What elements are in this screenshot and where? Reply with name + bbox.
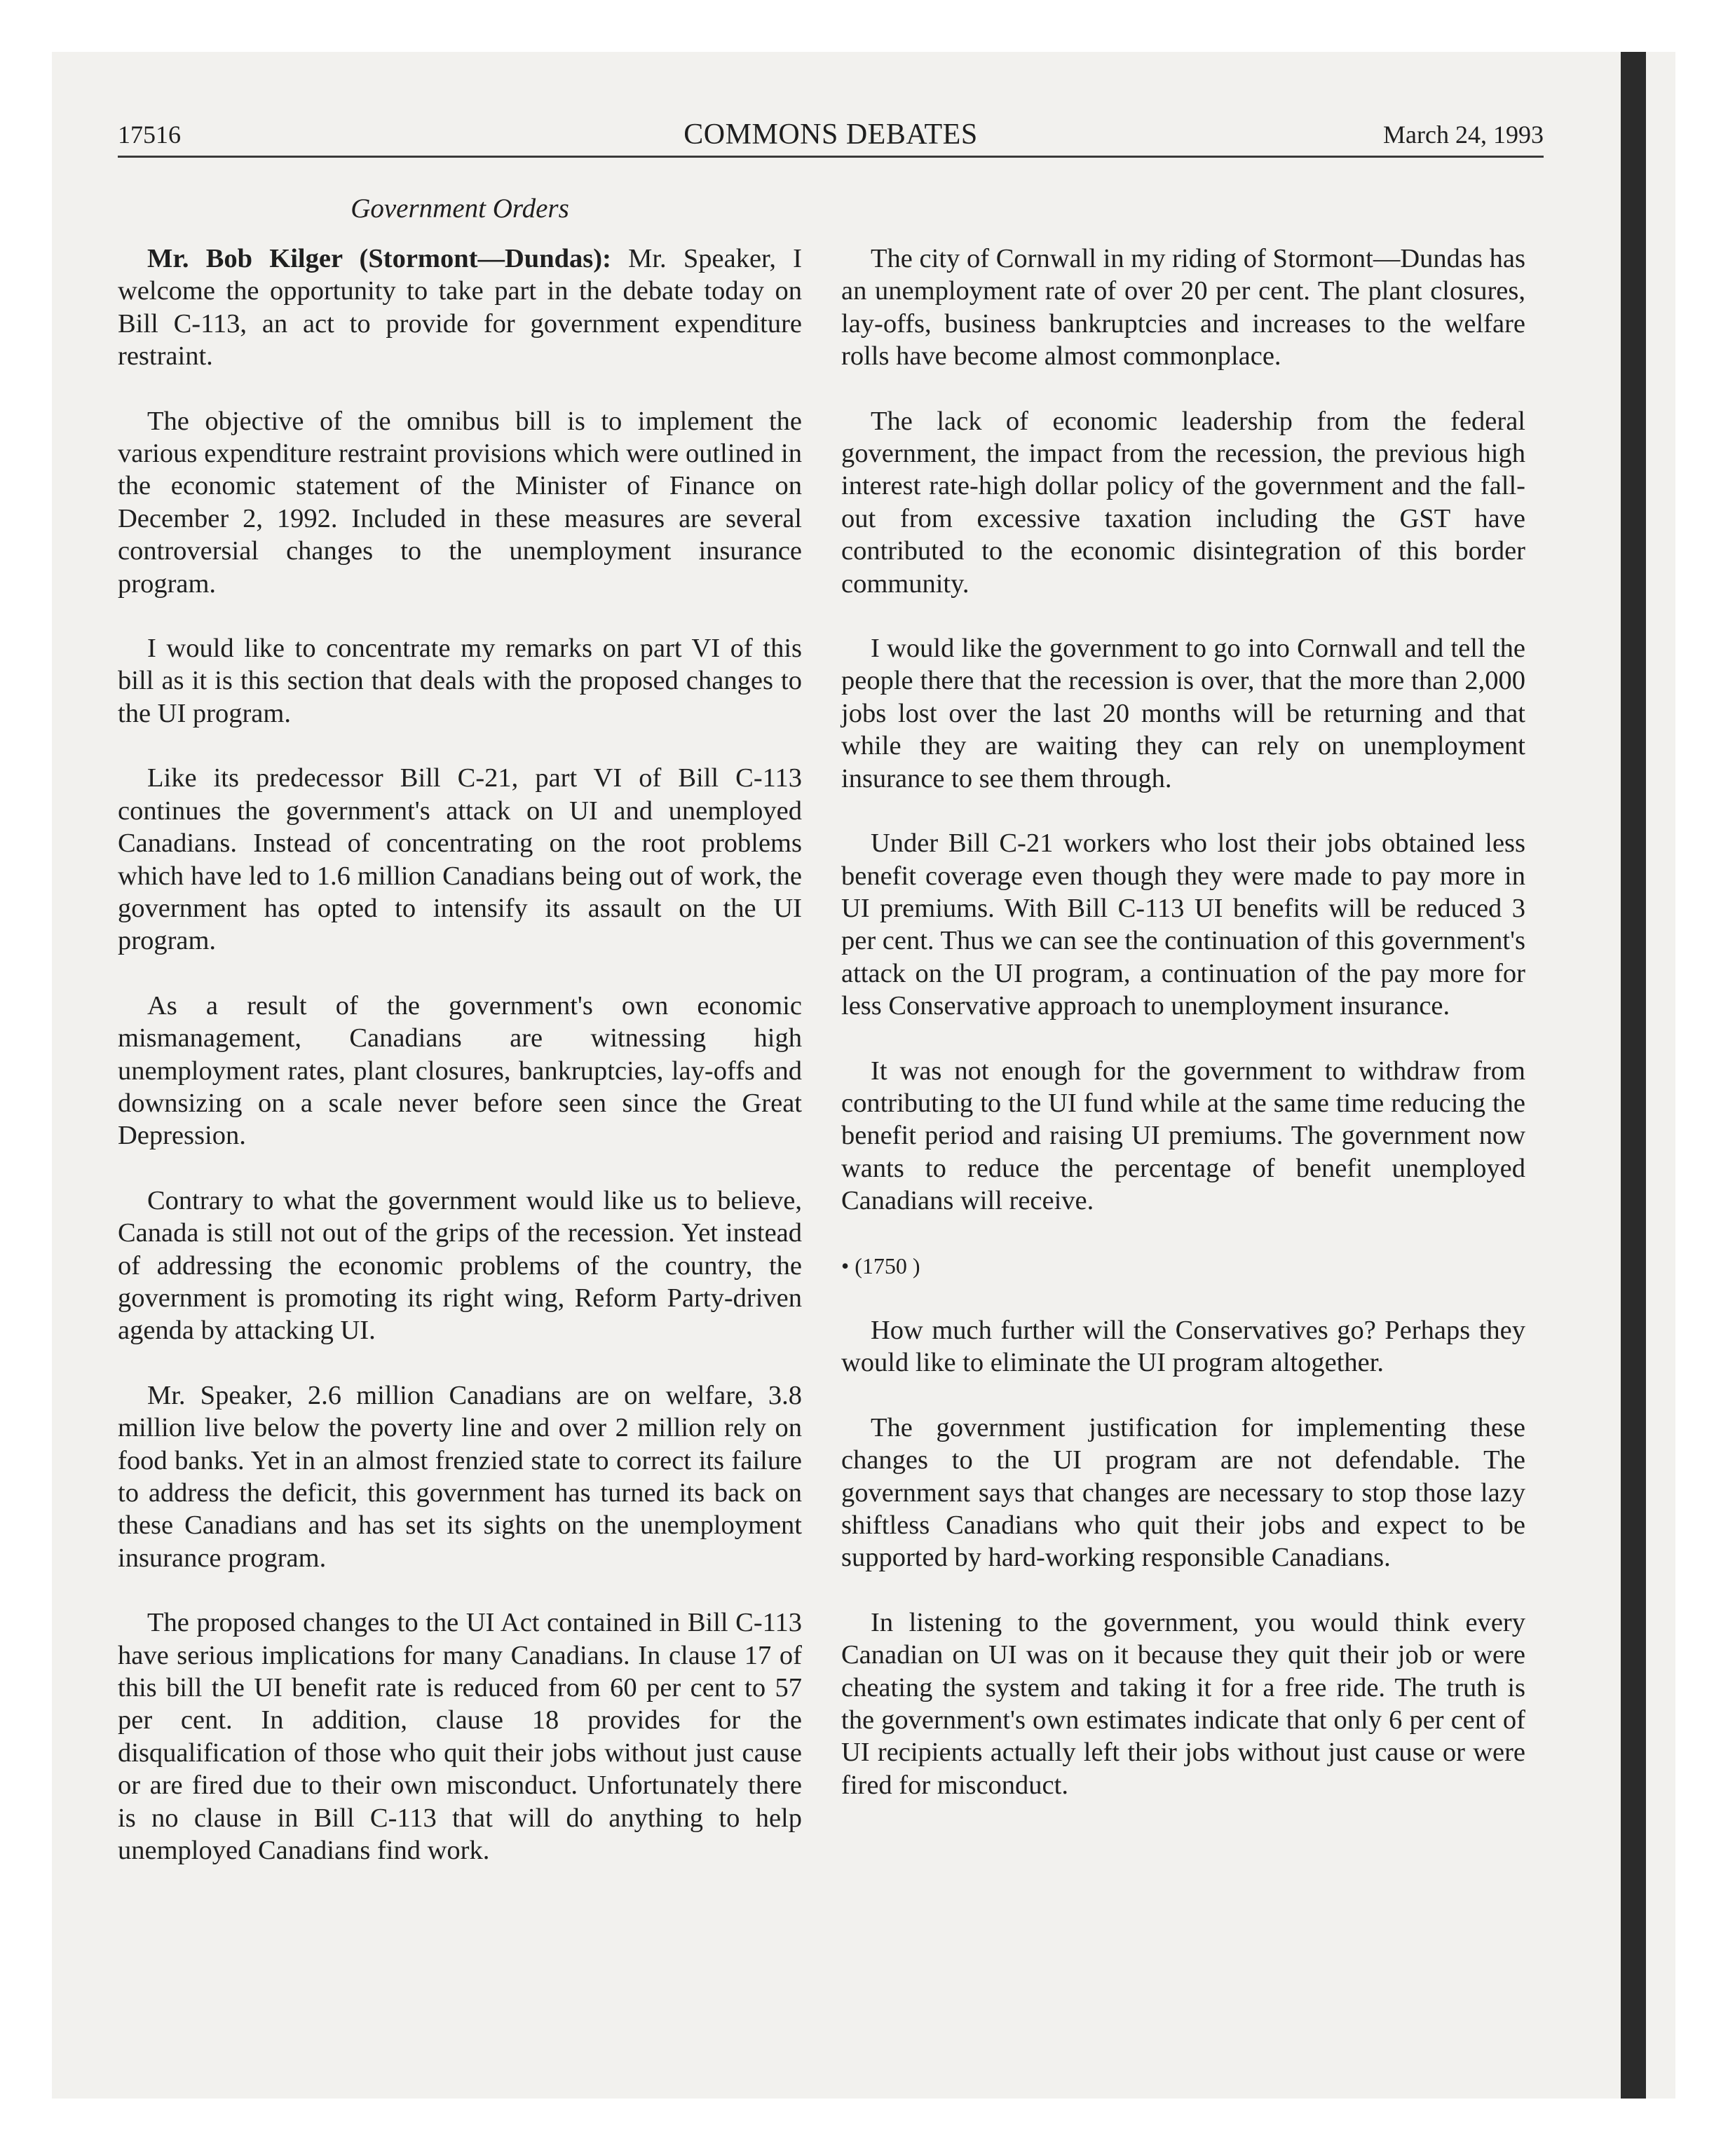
section-heading: Government Orders [351, 193, 569, 224]
paragraph: The government justification for implementing these changes to the UI program are not defendable. The government says that changes are necessary to stop those lazy shiftless Canadians who quit their jobs and expect to be supported by hard-working responsible Canadians. [841, 1412, 1525, 1573]
paragraph: How much further will the Conservatives go? Perhaps they would like to eliminate the UI program altogether. [841, 1315, 1525, 1378]
paragraph: The objective of the omnibus bill is to implement the various expenditure restraint provisions which were outlined in the economic statement of the Minister of Finance on December 2, 1992. Included in these measures are several controversial changes to the unemployment insurance program. [118, 406, 802, 599]
publication-date: March 24, 1993 [1383, 121, 1544, 149]
paragraph [118, 243, 802, 373]
paragraph: In listening to the government, you would think every Canadian on UI was on it because they quit their job or were cheating the system and taking it for a free ride. The truth is the government's own estimates indicate that only 6 per cent of UI recipients actually left their jobs without just cause or were fired for misconduct. [841, 1607, 1525, 1800]
speaker-name: Mr. Bob Kilger (Stormont—Dundas): [147, 244, 611, 273]
paragraph: I would like to concentrate my remarks on part VI of this bill as it is this section that deals with the proposed changes to the UI program. [118, 634, 802, 728]
paragraph: As a result of the government's own economic mismanagement, Canadians are witnessing high unemployment rates, plant closures, bankruptcies, lay-offs and downsizing on a scale never before seen since the Great Depression. [118, 990, 802, 1151]
page-header [118, 115, 1544, 154]
paragraph: Contrary to what the government would like us to believe, Canada is still not out of the grips of the recession. Yet instead of addressing the economic problems of the country, the government is promoting its right wing, Reform Party-driven agenda by attacking UI. [118, 1185, 802, 1346]
paragraph: The lack of economic leadership from the federal government, the impact from the recession, the previous high interest rate-high dollar policy of the government and the fall-out from excessive taxation including the GST have contributed to the economic disintegration of this border community. [841, 406, 1525, 599]
paragraph: Like its predecessor Bill C-21, part VI of Bill C-113 continues the government's attack on UI and unemployed Canadians. Instead of concentrating on the root problems which have led to 1.6 million Canadians being out of work, the government has opted to intensify its assault on the UI program. [118, 763, 802, 956]
time-marker: • (1750 ) [841, 1253, 920, 1278]
scan-border [1621, 52, 1646, 2099]
paragraph: Under Bill C-21 workers who lost their jobs obtained less benefit coverage even though they were made to pay more in UI premiums. With Bill C-113 UI benefits will be reduced 3 per cent. Thus we can see the continuation of this government's attack on the UI program, a continuation of the pay more for less Conservative approach to unemployment insurance. [841, 828, 1525, 1021]
paragraph: The city of Cornwall in my riding of Stormont—Dundas has an unemployment rate of over 20 per cent. The plant closures, lay-offs, business bankruptcies and increases to the welfare rolls have become almost commonplace. [841, 244, 1525, 371]
paragraph: Mr. Speaker, 2.6 million Canadians are on welfare, 3.8 million live below the poverty line and over 2 million rely on food banks. Yet in an almost frenzied state to correct its failure to address the deficit, this government has turned its back on these Canadians and has set its sights on the unemployment insurance program. [118, 1380, 802, 1573]
header-rule [118, 156, 1544, 158]
right-column [841, 243, 1525, 1834]
publication-title: COMMONS DEBATES [683, 118, 978, 151]
paragraph: The proposed changes to the UI Act contained in Bill C-113 have serious implications for many Canadians. In clause 17 of this bill the UI benefit rate is reduced from 60 per cent to 57 per cent. In addition, clause 18 provides for the disqualification of those who quit their jobs without just cause or are fired due to their own misconduct. Unfortunately there is no clause in Bill C-113 that will do anything to help unemployed Canadians find work. [118, 1608, 802, 1866]
page-number: 17516 [118, 121, 181, 149]
paragraph: I would like the government to go into Cornwall and tell the people there that the recession is over, that the more than 2,000 jobs lost over the last 20 months will be returning and that while they are waiting they can rely on unemployment insurance to see them through. [841, 634, 1525, 793]
paragraph: It was not enough for the government to withdraw from contributing to the UI fund while at the same time reducing the benefit period and raising UI premiums. The government now wants to reduce the percentage of benefit unemployed Canadians will receive. [841, 1056, 1525, 1216]
paragraph-text: Mr. Speaker, I welcome the opportunity to take part in the debate today on Bill C-113, an act to provide for government expenditure restraint. [118, 244, 802, 371]
left-column [118, 243, 802, 1899]
